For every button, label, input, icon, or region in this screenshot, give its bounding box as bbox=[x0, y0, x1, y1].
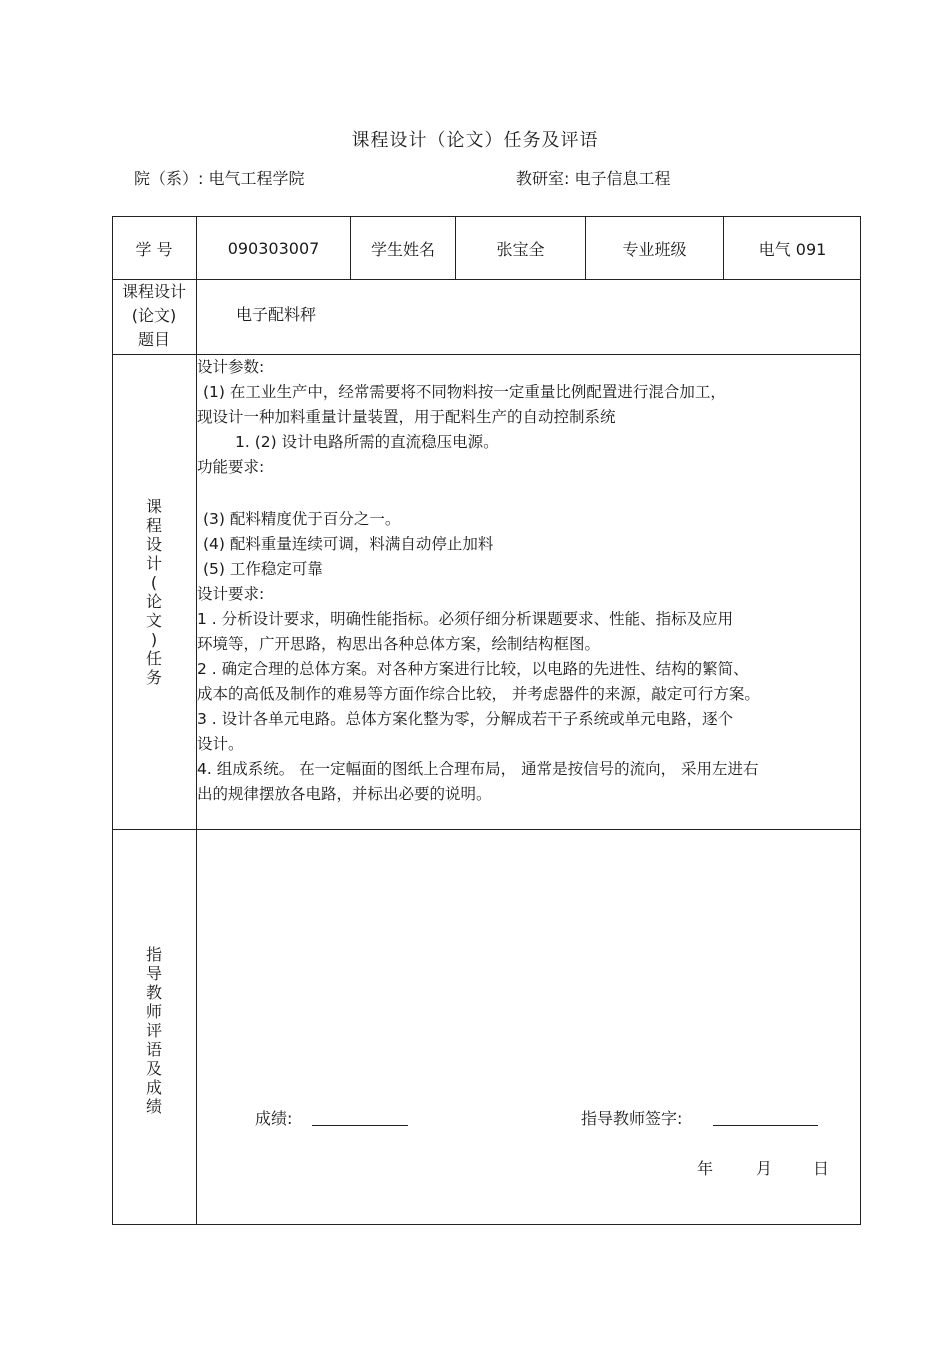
task-label bbox=[112, 497, 196, 687]
topic-label-line: 题目 bbox=[137, 330, 170, 349]
student-name-label: 学生姓名 bbox=[370, 239, 435, 259]
row-divider bbox=[112, 279, 861, 280]
task-content bbox=[197, 355, 857, 807]
page-title: 课程设计（论文）任务及评语 bbox=[351, 130, 599, 151]
student-id-label: 学 号 bbox=[135, 239, 173, 259]
review-label-char: 绩 bbox=[145, 1097, 162, 1116]
task-line: 环境等，广开思路，构思出各种总体方案，绘制结构框图。 bbox=[197, 635, 601, 653]
task-line: 2 . 确定合理的总体方案。对各种方案进行比较，以电路的先进性、结构的繁简、 bbox=[197, 660, 749, 678]
grade-label: 成绩: bbox=[255, 1109, 293, 1128]
signature-label: 指导教师签字: bbox=[581, 1109, 683, 1128]
task-line: 1 . 分析设计要求，明确性能指标。必须仔细分析课题要求、性能、指标及应用 bbox=[197, 610, 734, 628]
task-line: 出的规律摆放各电路，并标出必要的说明。 bbox=[197, 785, 492, 803]
task-line: 现设计一种加料重量计量装置，用于配料生产的自动控制系统 bbox=[197, 408, 616, 426]
task-label-char: 设 bbox=[145, 535, 162, 554]
topic-label bbox=[112, 280, 196, 352]
task-line: (1) 在工业生产中，经常需要将不同物料按一定重量比例配置进行混合加工， bbox=[203, 383, 726, 401]
task-line: 1. (2) 设计电路所需的直流稳压电源。 bbox=[235, 433, 499, 451]
department-label: 院（系）: 电气工程学院 bbox=[134, 169, 305, 188]
date-day: 日 bbox=[813, 1159, 830, 1178]
task-line: 设计要求: bbox=[197, 585, 265, 603]
review-label-char: 教 bbox=[145, 983, 162, 1002]
class-label: 专业班级 bbox=[622, 239, 687, 259]
topic-value: 电子配料秤 bbox=[236, 305, 317, 324]
task-line: 成本的高低及制作的难易等方面作综合比较， 并考虑器件的来源，敲定可行方案。 bbox=[197, 685, 760, 703]
task-label-char: ) bbox=[150, 630, 158, 649]
task-line: 3 . 设计各单元电路。总体方案化整为零，分解成若干子系统或单元电路，逐个 bbox=[197, 710, 734, 728]
review-label-char: 成 bbox=[145, 1078, 162, 1097]
task-label-char: 计 bbox=[145, 554, 162, 573]
task-label-char: 课 bbox=[145, 497, 162, 516]
task-label-char: 文 bbox=[145, 611, 162, 630]
task-line: 设计。 bbox=[197, 735, 244, 753]
task-line: 设计参数: bbox=[197, 358, 265, 376]
grade-blank[interactable] bbox=[312, 1125, 408, 1126]
review-label-char: 及 bbox=[145, 1059, 162, 1078]
task-line: (3) 配料精度优于百分之一。 bbox=[203, 510, 401, 528]
task-label-char: 任 bbox=[145, 649, 162, 668]
row-divider bbox=[112, 829, 861, 830]
review-label bbox=[112, 945, 196, 1116]
signature-blank[interactable] bbox=[713, 1125, 818, 1126]
topic-label-line: (论文) bbox=[131, 306, 177, 325]
task-line: 功能要求: bbox=[197, 458, 265, 476]
review-label-char: 语 bbox=[145, 1040, 162, 1059]
class-value: 电气 091 bbox=[758, 239, 827, 259]
task-label-char: 程 bbox=[145, 516, 162, 535]
date-year: 年 bbox=[697, 1159, 714, 1178]
review-label-char: 评 bbox=[145, 1021, 162, 1040]
task-line: (5) 工作稳定可靠 bbox=[203, 560, 323, 578]
task-label-char: 论 bbox=[145, 592, 162, 611]
task-label-char: 务 bbox=[145, 668, 162, 687]
review-label-char: 导 bbox=[145, 964, 162, 983]
student-id-value: 090303007 bbox=[227, 238, 320, 258]
student-name-value: 张宝全 bbox=[496, 239, 545, 259]
task-line: (4) 配料重量连续可调，料满自动停止加料 bbox=[203, 535, 494, 553]
review-label-char: 指 bbox=[145, 945, 162, 964]
review-label-char: 师 bbox=[145, 1002, 162, 1021]
task-line: 4. 组成系统。 在一定幅面的图纸上合理布局， 通常是按信号的流向， 采用左进右 bbox=[197, 760, 759, 778]
office-label: 教研室: 电子信息工程 bbox=[516, 169, 671, 188]
blank-line bbox=[197, 480, 857, 507]
task-label-char: ( bbox=[150, 573, 158, 592]
date-month: 月 bbox=[756, 1159, 773, 1178]
topic-label-line: 课程设计 bbox=[121, 282, 186, 301]
